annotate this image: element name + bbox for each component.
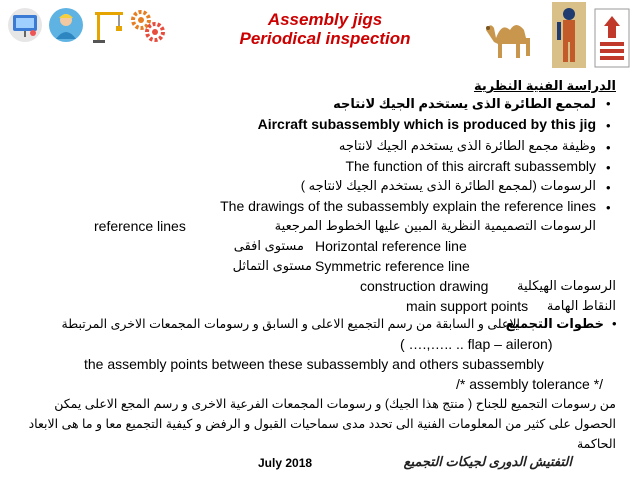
- slide-title: [200, 10, 450, 49]
- paragraph-line-3: الحاكمة: [576, 437, 616, 451]
- text-line-14: the assembly points between these subassembly and others subassembly: [84, 356, 544, 372]
- slide-content: [0, 74, 638, 454]
- text-line-6: The drawings of the subassembly explain the reference lines: [220, 198, 596, 214]
- text-line-10-en: construction drawing: [360, 278, 489, 294]
- text-line-12: الاعلى و السابقة من رسم التجميع الاعلى و السابق و رسومات المجمعات الاخرى المرتبطة: [61, 317, 520, 331]
- bullet-3: •: [606, 140, 611, 155]
- engineer-icon: [47, 5, 85, 45]
- text-line-8-ar: مستوى افقى: [233, 238, 304, 253]
- text-line-15: /* assembly tolerance */: [456, 376, 604, 392]
- bullet-2: •: [606, 118, 611, 133]
- slide-footer: [0, 454, 638, 478]
- bullet-6: •: [606, 200, 611, 215]
- bullet-7: •: [612, 316, 617, 331]
- bullet-1: •: [606, 96, 611, 111]
- top-icon-strip: [6, 5, 167, 45]
- pharaoh-icon: [552, 2, 586, 73]
- text-line-7-en: reference lines: [94, 218, 186, 234]
- gears-icon: [129, 5, 167, 45]
- text-line-1: لمجمع الطائرة الذى يستخدم الجيك لانتاجه: [333, 96, 596, 111]
- presentation-icon: [6, 5, 44, 45]
- footer-title: التفتيش الدورى لجيكات التجميع: [403, 454, 572, 469]
- text-line-9-ar: مستوى التماثل: [232, 258, 312, 273]
- camel-icon: [480, 8, 544, 73]
- emblem-icon: [594, 8, 630, 73]
- slide-header: [0, 0, 638, 72]
- text-line-4: The function of this aircraft subassembly: [345, 158, 596, 174]
- footer-date: July 2018: [258, 456, 313, 470]
- text-line-5: الرسومات (لمجمع الطائرة الذى يستخدم الجيك لانتاجه ): [300, 178, 596, 193]
- text-line-3: وظيفة مجمع الطائرة الذى يستخدم الجيك لانتاجه: [338, 138, 596, 153]
- paragraph-line-2: الحصول على كثير من المعلومات الفنية الى تحدد مدى سماحيات القبول و الرفض و كيفية التجميع معا و ما هى الابعاد: [28, 417, 616, 431]
- text-line-13: ( ….,….. .. flap – aileron): [400, 336, 553, 352]
- bullet-4: •: [606, 160, 611, 175]
- text-line-7-ar: الرسومات التصميمية النظرية المبين عليها الخطوط المرجعية: [274, 218, 596, 233]
- title-line-2: Periodical inspection: [239, 29, 411, 48]
- text-line-10-ar: الرسومات الهيكلية: [517, 278, 616, 293]
- text-line-8-en: Horizontal reference line: [315, 238, 467, 254]
- title-line-1: Assembly jigs: [267, 10, 383, 29]
- section-heading: الدراسة الفنية النظرية: [473, 78, 616, 93]
- bullet-5: •: [606, 180, 611, 195]
- right-image-strip: [480, 2, 630, 73]
- paragraph-line-1: من رسومات التجميع للجناح ( منتج هذا الجيك) و رسومات المجمعات الفرعية الاخرى و رسم المجع الاعلى يمكن: [54, 397, 616, 411]
- crane-icon: [88, 5, 126, 45]
- text-line-2: Aircraft subassembly which is produced by this jig: [257, 116, 596, 132]
- text-line-11-ar: النقاط الهامة: [546, 298, 616, 313]
- text-line-11-en: main support points: [406, 298, 529, 314]
- text-line-9-en: Symmetric reference line: [315, 258, 470, 274]
- steps-label: خطوات التجميع: [505, 316, 604, 331]
